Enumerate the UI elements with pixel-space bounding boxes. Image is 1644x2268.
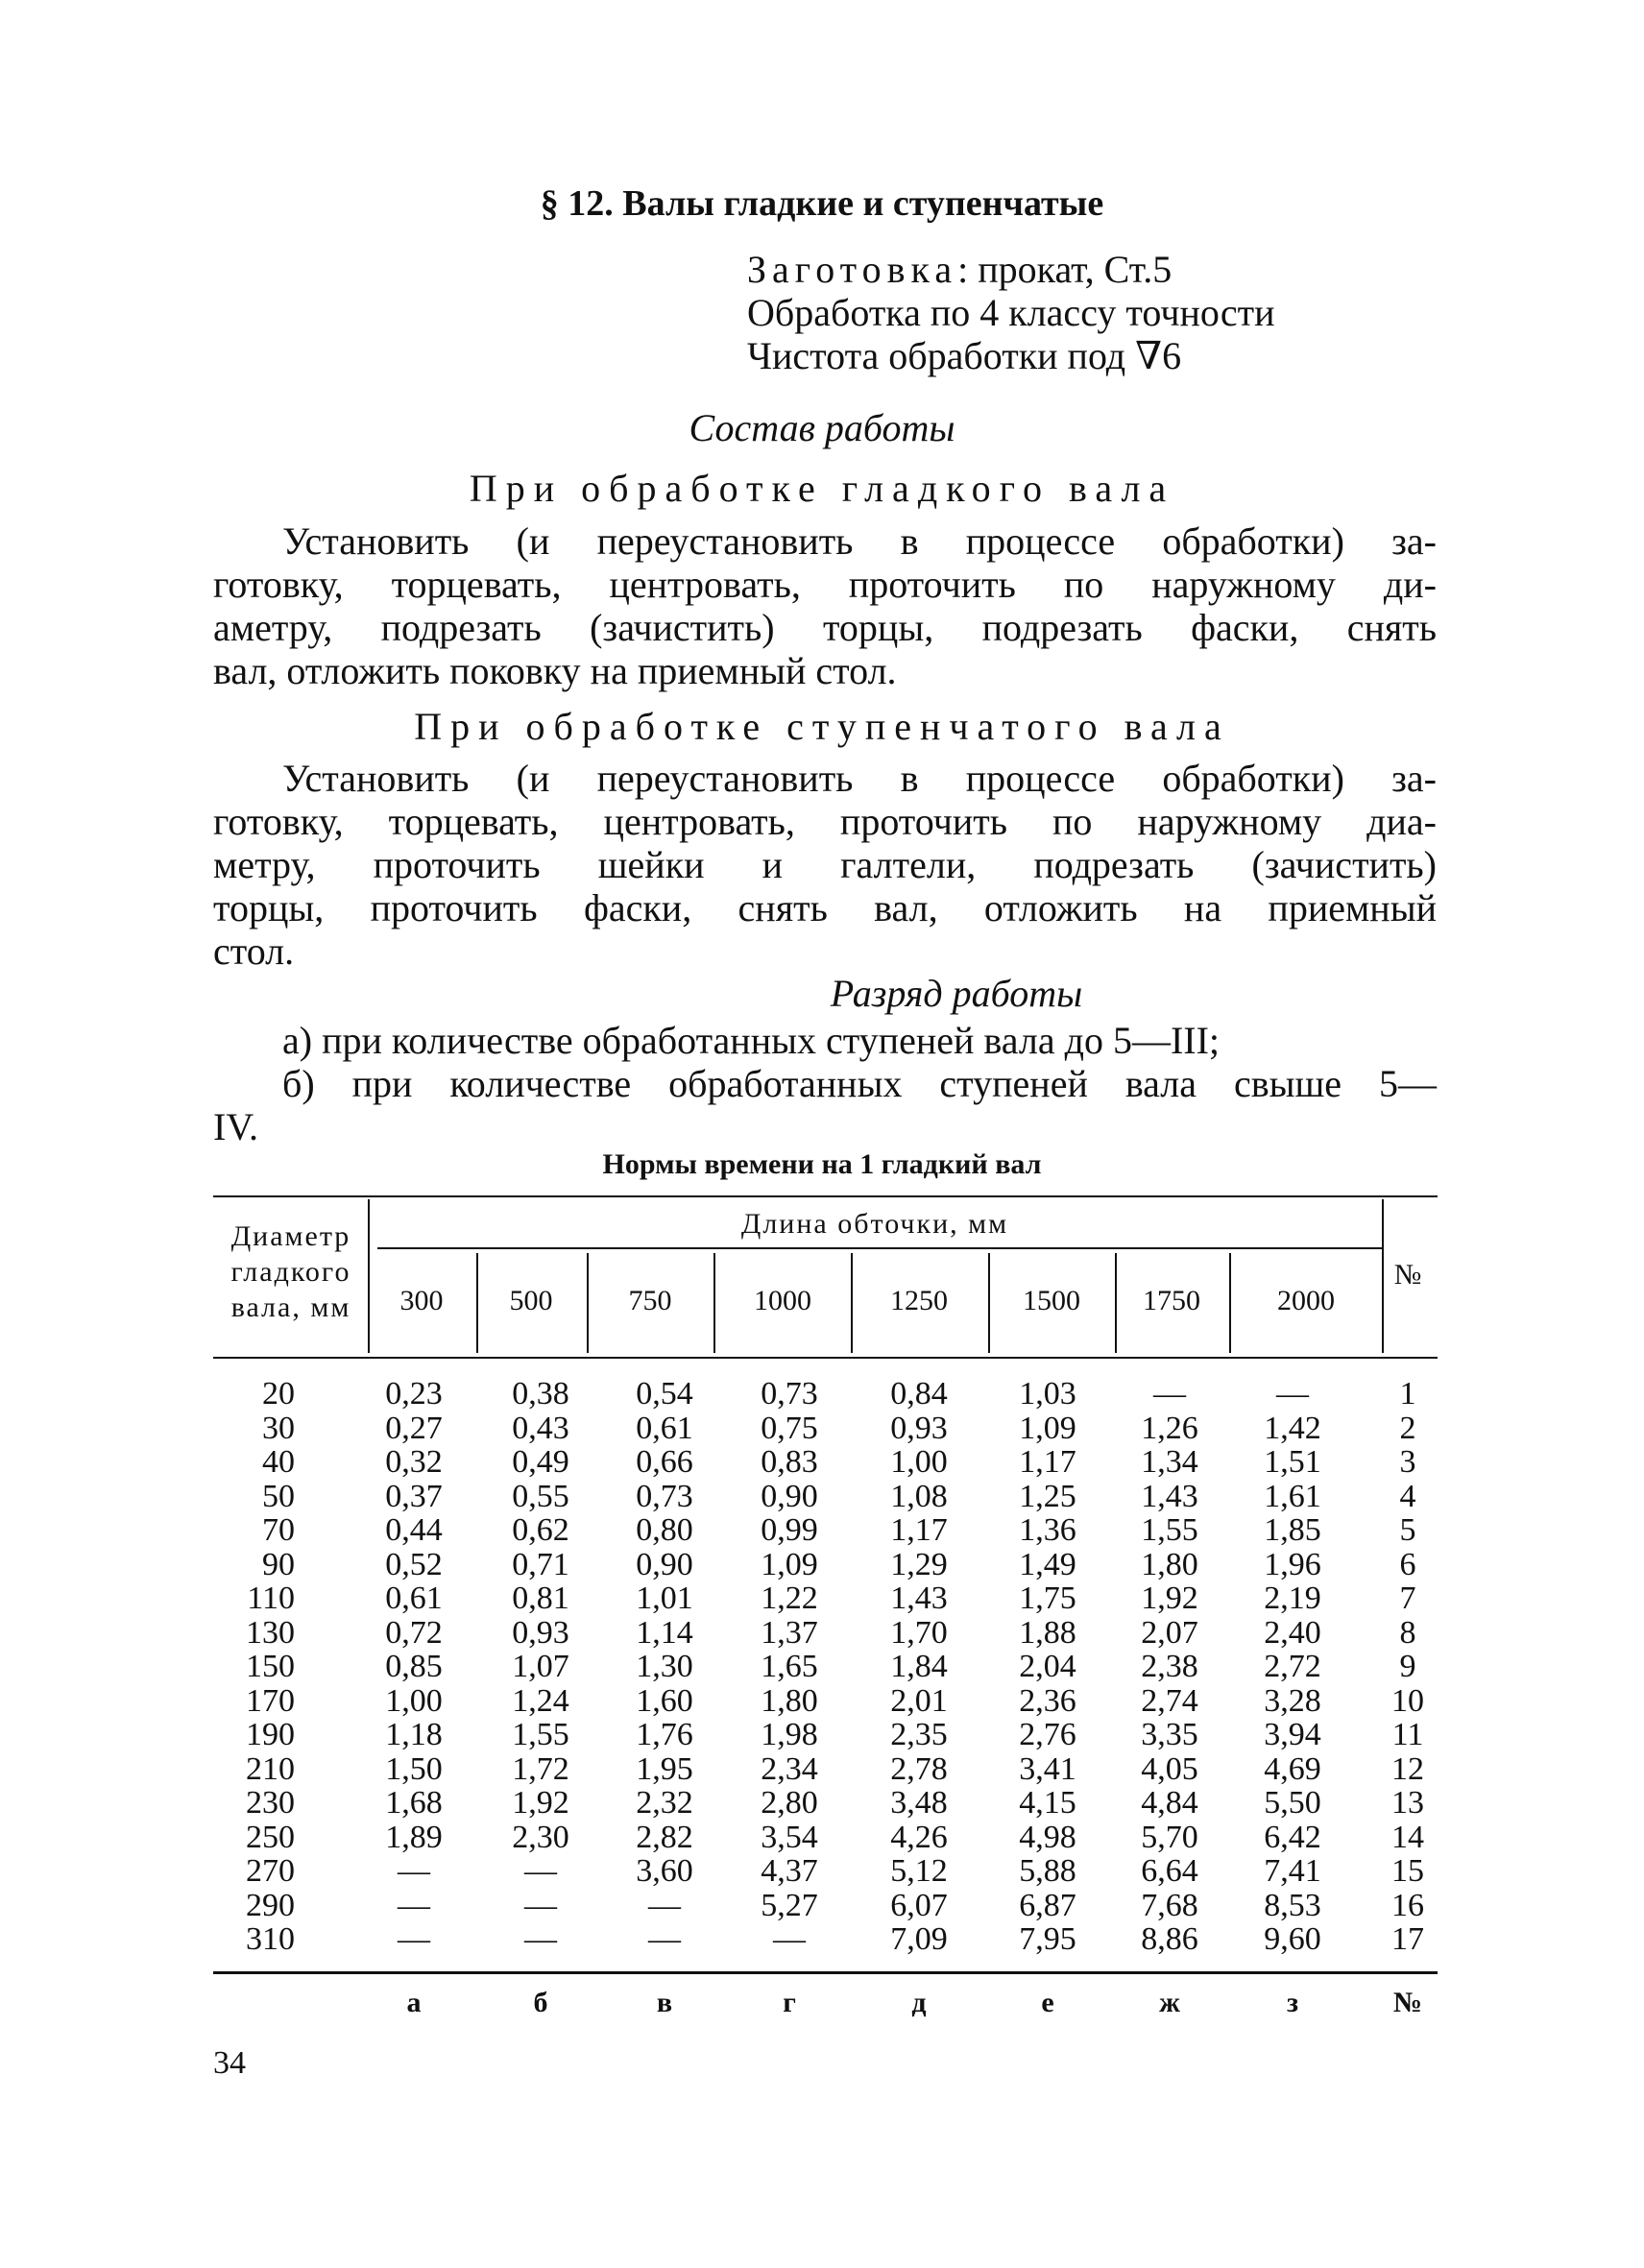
column-letter: д <box>911 1987 927 2018</box>
column-divider <box>713 1253 715 1353</box>
row-value: 0,71 <box>512 1546 569 1582</box>
row-value: 1,37 <box>761 1614 818 1651</box>
row-number: 13 <box>1391 1785 1424 1821</box>
row-value: 1,07 <box>512 1649 569 1684</box>
row-diameter: 310 <box>246 1921 295 1957</box>
row-number: 14 <box>1391 1819 1424 1855</box>
row-value: 1,34 <box>1141 1444 1198 1480</box>
row-value: — <box>648 1887 681 1923</box>
row-value: 2,78 <box>890 1750 948 1787</box>
row-value: 1,43 <box>1141 1478 1198 1514</box>
section-title: § 12. Валы гладкие и ступенчатые <box>540 183 1104 224</box>
row-value: 2,07 <box>1141 1614 1198 1651</box>
length-column-header: 1750 <box>1143 1285 1200 1316</box>
row-diameter: 150 <box>246 1649 295 1684</box>
row-value: 1,80 <box>1141 1546 1198 1582</box>
row-value: 6,07 <box>890 1887 948 1923</box>
row-value: 0,73 <box>761 1376 818 1411</box>
row-value: 7,68 <box>1141 1887 1198 1923</box>
length-header-rule <box>377 1247 1382 1249</box>
column-letter: з <box>1286 1987 1299 2018</box>
row-value: 6,64 <box>1141 1853 1198 1889</box>
row-value: 0,85 <box>385 1649 443 1684</box>
row-value: 4,15 <box>1019 1785 1076 1821</box>
row-value: 1,00 <box>385 1682 443 1719</box>
text-line: Установить (и переустановить в процессе обработки) за- <box>282 757 1437 800</box>
table-bottom-rule <box>213 1971 1438 1974</box>
length-column-header: 2000 <box>1277 1285 1335 1316</box>
row-value: 0,66 <box>636 1444 693 1480</box>
row-value: — <box>524 1853 557 1889</box>
row-value: 0,44 <box>385 1512 443 1548</box>
page-number: 34 <box>213 2045 246 2081</box>
smooth-shaft-heading: При обработке гладкого вала <box>469 467 1175 510</box>
grade-line-b-cont: IV. <box>213 1105 259 1148</box>
row-number: 4 <box>1399 1478 1416 1514</box>
row-number: 1 <box>1399 1376 1416 1411</box>
row-number: 8 <box>1399 1614 1416 1651</box>
row-diameter: 90 <box>262 1546 295 1582</box>
row-value: 0,37 <box>385 1478 443 1514</box>
row-value: 0,38 <box>512 1376 569 1411</box>
row-value: 0,55 <box>512 1478 569 1514</box>
row-number: 3 <box>1399 1444 1416 1480</box>
row-value: 8,53 <box>1264 1887 1321 1923</box>
row-value: 0,73 <box>636 1478 693 1514</box>
row-value: 5,88 <box>1019 1853 1076 1889</box>
row-value: 1,55 <box>1141 1512 1198 1548</box>
row-value: 0,27 <box>385 1410 443 1446</box>
row-value: 1,80 <box>761 1682 818 1719</box>
row-value: 2,19 <box>1264 1580 1321 1616</box>
row-number: 16 <box>1391 1887 1424 1923</box>
row-value: 1,36 <box>1019 1512 1076 1548</box>
row-value: 0,49 <box>512 1444 569 1480</box>
column-letter: в <box>656 1987 673 2018</box>
row-value: 0,61 <box>385 1580 443 1616</box>
row-value: 1,49 <box>1019 1546 1076 1582</box>
row-number: 2 <box>1399 1410 1416 1446</box>
row-value: 1,92 <box>1141 1580 1198 1616</box>
row-diameter: 130 <box>246 1614 295 1651</box>
row-value: 1,65 <box>761 1649 818 1684</box>
row-value: 4,84 <box>1141 1785 1198 1821</box>
row-diameter: 210 <box>246 1750 295 1787</box>
row-value: 0,93 <box>512 1614 569 1651</box>
row-value: 0,54 <box>636 1376 693 1411</box>
row-value: 2,82 <box>636 1819 693 1855</box>
column-divider <box>1115 1253 1117 1353</box>
spec-block <box>747 248 1275 377</box>
row-value: 1,25 <box>1019 1478 1076 1514</box>
row-value: 2,72 <box>1264 1649 1321 1684</box>
row-value: 3,41 <box>1019 1750 1076 1787</box>
number-header: № <box>1393 1259 1422 1291</box>
grade-line-b: б) при количестве обработанных ступеней вала свыше 5— <box>282 1062 1437 1105</box>
diameter-header: гладкого <box>230 1256 351 1288</box>
row-value: 2,40 <box>1264 1614 1321 1651</box>
row-value: 1,01 <box>636 1580 693 1616</box>
row-diameter: 110 <box>247 1580 295 1616</box>
row-value: 1,72 <box>512 1750 569 1787</box>
column-letter: а <box>406 1987 422 2018</box>
row-value: 2,35 <box>890 1717 948 1752</box>
text-line: готовку, торцевать, центровать, проточить по наружному ди- <box>213 563 1437 606</box>
row-value: 9,60 <box>1264 1921 1321 1957</box>
row-value: 1,50 <box>385 1750 443 1787</box>
row-value: 0,99 <box>761 1512 818 1548</box>
row-number: 10 <box>1391 1682 1424 1719</box>
row-value: — <box>524 1887 557 1923</box>
row-value: 2,36 <box>1019 1682 1076 1719</box>
text-line: метру, проточить шейки и галтели, подрезать (зачистить) <box>213 843 1437 886</box>
row-value: 1,84 <box>890 1649 948 1684</box>
row-number: 12 <box>1391 1750 1424 1787</box>
row-value: 0,23 <box>385 1376 443 1411</box>
row-value: — <box>773 1921 806 1957</box>
row-value: 0,43 <box>512 1410 569 1446</box>
table-title: Нормы времени на 1 гладкий вал <box>602 1148 1042 1180</box>
header-bottom-rule <box>213 1357 1438 1359</box>
row-diameter: 40 <box>262 1444 295 1480</box>
length-column-header: 750 <box>628 1285 672 1316</box>
length-column-header: 1500 <box>1023 1285 1080 1316</box>
grade-line-a: а) при количестве обработанных ступеней вала до 5—III; <box>282 1019 1221 1062</box>
row-value: 2,04 <box>1019 1649 1076 1684</box>
row-value: 2,74 <box>1141 1682 1198 1719</box>
row-value: 5,27 <box>761 1887 818 1923</box>
row-value: 0,72 <box>385 1614 443 1651</box>
diameter-header: вала, мм <box>230 1291 351 1323</box>
row-value: 1,88 <box>1019 1614 1076 1651</box>
row-value: 1,95 <box>636 1750 693 1787</box>
row-value: 1,42 <box>1264 1410 1321 1446</box>
work-composition-heading: Состав работы <box>689 406 955 449</box>
row-value: 2,76 <box>1019 1717 1076 1752</box>
work-grade-heading: Разряд работы <box>830 972 1083 1015</box>
row-value: 1,68 <box>385 1785 443 1821</box>
row-value: 0,90 <box>761 1478 818 1514</box>
row-value: 1,24 <box>512 1682 569 1719</box>
row-value: 3,28 <box>1264 1682 1321 1719</box>
row-value: 0,52 <box>385 1546 443 1582</box>
column-divider <box>1229 1253 1231 1353</box>
row-value: 0,32 <box>385 1444 443 1480</box>
row-value: 2,38 <box>1141 1649 1198 1684</box>
row-value: 4,05 <box>1141 1750 1198 1787</box>
footer-number: № <box>1392 1987 1423 2018</box>
row-value: — <box>398 1853 430 1889</box>
row-value: 1,14 <box>636 1614 693 1651</box>
row-number: 17 <box>1391 1921 1424 1957</box>
column-divider <box>476 1253 478 1353</box>
row-value: 3,48 <box>890 1785 948 1821</box>
row-value: 1,55 <box>512 1717 569 1752</box>
row-number: 9 <box>1399 1649 1416 1684</box>
column-divider <box>851 1253 853 1353</box>
row-value: 1,03 <box>1019 1376 1076 1411</box>
row-value: — <box>524 1921 557 1957</box>
row-number: 6 <box>1399 1546 1416 1582</box>
text-line: торцы, проточить фаски, снять вал, отложить на приемный <box>213 886 1437 929</box>
blank-label: Заготовка <box>747 248 958 291</box>
row-value: 1,92 <box>512 1785 569 1821</box>
length-column-header: 300 <box>399 1285 444 1316</box>
row-diameter: 50 <box>262 1478 295 1514</box>
row-diameter: 30 <box>262 1410 295 1446</box>
row-value: 5,70 <box>1141 1819 1198 1855</box>
row-value: 1,26 <box>1141 1410 1198 1446</box>
row-value: 1,75 <box>1019 1580 1076 1616</box>
row-value: 2,01 <box>890 1682 948 1719</box>
row-value: — <box>1153 1376 1186 1411</box>
row-value: 1,08 <box>890 1478 948 1514</box>
row-value: 5,50 <box>1264 1785 1321 1821</box>
length-column-header: 1000 <box>754 1285 811 1316</box>
row-value: 1,29 <box>890 1546 948 1582</box>
row-value: 1,22 <box>761 1580 818 1616</box>
blank-value: : прокат, Ст.5 <box>957 248 1173 291</box>
row-value: 1,43 <box>890 1580 948 1616</box>
row-value: 1,09 <box>761 1546 818 1582</box>
row-value: 4,37 <box>761 1853 818 1889</box>
row-value: 8,86 <box>1141 1921 1198 1957</box>
row-value: 6,87 <box>1019 1887 1076 1923</box>
row-value: 0,83 <box>761 1444 818 1480</box>
column-letter: ж <box>1159 1987 1180 2018</box>
row-value: 1,76 <box>636 1717 693 1752</box>
row-value: 6,42 <box>1264 1819 1321 1855</box>
row-value: 0,81 <box>512 1580 569 1616</box>
row-diameter: 170 <box>246 1682 295 1719</box>
row-diameter: 250 <box>246 1819 295 1855</box>
row-value: 3,94 <box>1264 1717 1321 1752</box>
row-value: 7,41 <box>1264 1853 1321 1889</box>
row-diameter: 270 <box>246 1853 295 1889</box>
row-value: 7,95 <box>1019 1921 1076 1957</box>
column-divider <box>587 1253 589 1353</box>
row-value: 1,85 <box>1264 1512 1321 1548</box>
row-value: 0,61 <box>636 1410 693 1446</box>
row-value: 1,30 <box>636 1649 693 1684</box>
stepped-shaft-paragraph <box>213 757 1437 973</box>
row-number: 11 <box>1391 1717 1424 1752</box>
row-value: 1,70 <box>890 1614 948 1651</box>
stepped-shaft-heading: При обработке ступенчатого вала <box>414 705 1230 748</box>
row-value: 5,12 <box>890 1853 948 1889</box>
row-value: 1,17 <box>890 1512 948 1548</box>
row-value: 0,93 <box>890 1410 948 1446</box>
column-letter: е <box>1041 1987 1054 2018</box>
work-grade-list <box>213 1019 1437 1148</box>
column-divider <box>988 1253 990 1353</box>
row-diameter: 20 <box>262 1376 295 1411</box>
row-value: 1,61 <box>1264 1478 1321 1514</box>
row-value: 1,89 <box>385 1819 443 1855</box>
row-value: 2,32 <box>636 1785 693 1821</box>
row-diameter: 70 <box>262 1512 295 1548</box>
finish-line: Чистота обработки под ∇6 <box>747 334 1182 377</box>
column-letter: б <box>533 1987 548 2018</box>
row-value: 7,09 <box>890 1921 948 1957</box>
length-column-header: 500 <box>509 1285 553 1316</box>
row-value: 1,98 <box>761 1717 818 1752</box>
row-value: — <box>648 1921 681 1957</box>
column-divider <box>1382 1199 1384 1353</box>
row-number: 7 <box>1399 1580 1416 1616</box>
row-value: 3,60 <box>636 1853 693 1889</box>
row-value: 3,54 <box>761 1819 818 1855</box>
row-value: 1,51 <box>1264 1444 1321 1480</box>
row-value: 4,69 <box>1264 1750 1321 1787</box>
row-value: 1,17 <box>1019 1444 1076 1480</box>
row-value: 1,60 <box>636 1682 693 1719</box>
text-line: стол. <box>213 929 295 973</box>
diameter-header: Диаметр <box>230 1220 351 1252</box>
row-diameter: 290 <box>246 1887 295 1923</box>
text-line: аметру, подрезать (зачистить) торцы, подрезать фаски, снять <box>213 606 1437 649</box>
row-value: 0,80 <box>636 1512 693 1548</box>
row-diameter: 230 <box>246 1785 295 1821</box>
row-value: 0,84 <box>890 1376 948 1411</box>
text-line: вал, отложить поковку на приемный стол. <box>213 649 897 692</box>
row-value: 2,30 <box>512 1819 569 1855</box>
row-value: 1,96 <box>1264 1546 1321 1582</box>
smooth-shaft-paragraph <box>213 519 1437 692</box>
row-value: — <box>398 1887 430 1923</box>
row-value: 4,98 <box>1019 1819 1076 1855</box>
row-value: 3,35 <box>1141 1717 1198 1752</box>
text-line: готовку, торцевать, центровать, проточить по наружному диа- <box>213 800 1437 843</box>
row-value: 1,18 <box>385 1717 443 1752</box>
row-value: 0,90 <box>636 1546 693 1582</box>
row-value: — <box>398 1921 430 1957</box>
row-value: 0,75 <box>761 1410 818 1446</box>
length-column-header: 1250 <box>890 1285 948 1316</box>
row-value: — <box>1276 1376 1309 1411</box>
row-value: 0,62 <box>512 1512 569 1548</box>
column-letter: г <box>783 1987 796 2018</box>
text-line: Установить (и переустановить в процессе обработки) за- <box>282 519 1437 563</box>
length-header: Длина обточки, мм <box>740 1208 1009 1240</box>
row-value: 1,00 <box>890 1444 948 1480</box>
accuracy-line: Обработка по 4 классу точности <box>747 291 1275 334</box>
row-number: 15 <box>1391 1853 1424 1889</box>
row-diameter: 190 <box>246 1717 295 1752</box>
column-divider <box>368 1199 370 1353</box>
table-top-rule <box>213 1195 1438 1197</box>
row-number: 5 <box>1399 1512 1416 1548</box>
row-value: 1,09 <box>1019 1410 1076 1446</box>
row-value: 4,26 <box>890 1819 948 1855</box>
row-value: 2,80 <box>761 1785 818 1821</box>
row-value: 2,34 <box>761 1750 818 1787</box>
